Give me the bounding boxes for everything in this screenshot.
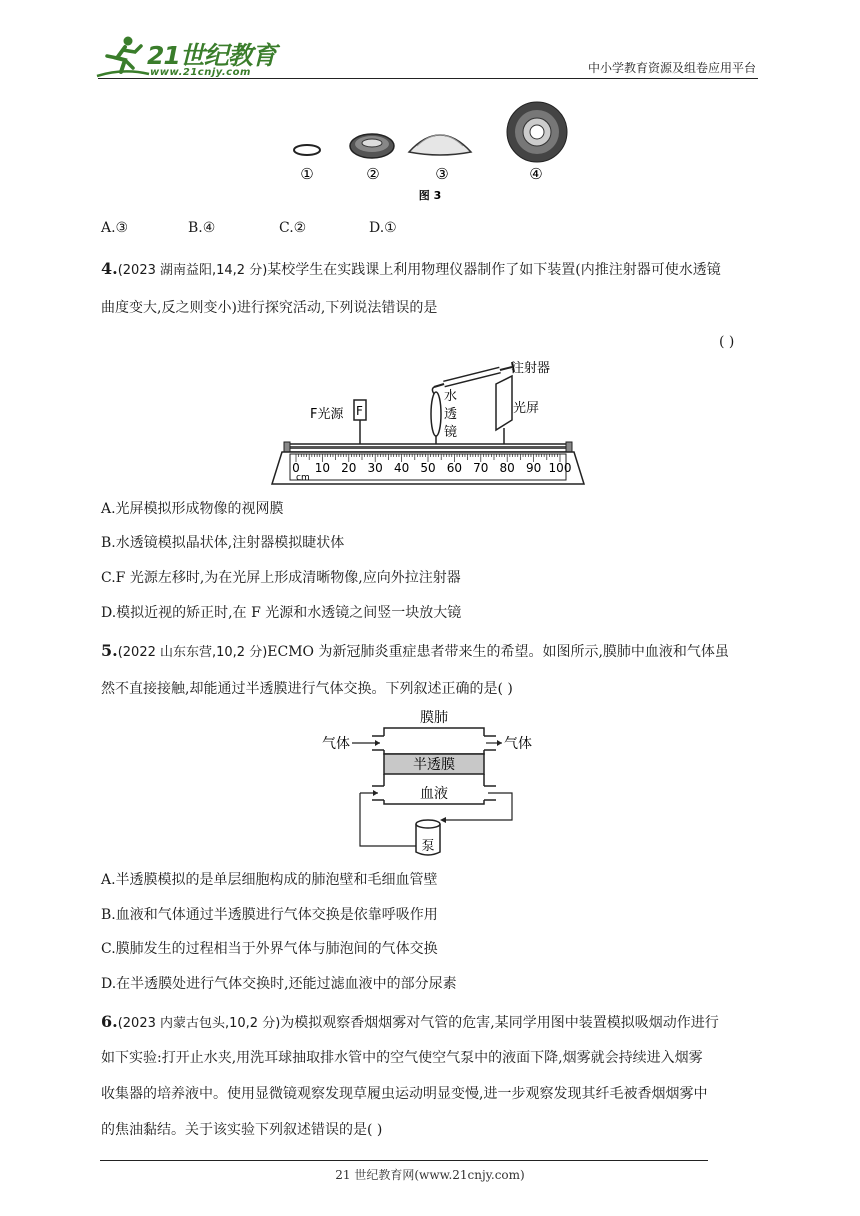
q5-number: 5. <box>101 641 118 660</box>
q4-optical-bench-figure <box>268 356 588 486</box>
q4-source: (2023 湖南益阳,14,2 分) <box>117 263 268 278</box>
q5-stem-line1 <box>101 641 729 663</box>
q5-source: (2022 山东东营,10,2 分) <box>117 645 268 660</box>
ring-item-1 <box>294 145 320 155</box>
q6-source: (2023 内蒙古包头,10,2 分) <box>117 1016 281 1031</box>
disc-item-4 <box>507 102 567 162</box>
q5-ecmo-figure <box>320 706 540 862</box>
q4-answer-bracket: ( ) <box>719 334 735 350</box>
q4-stem-line1 <box>101 259 721 281</box>
q3-option-a: A.③ <box>101 220 129 236</box>
q5-option-b: B.血液和气体通过半透膜进行气体交换是依靠呼吸作用 <box>101 907 438 923</box>
pump-label: 泵 <box>421 839 435 854</box>
logo-url: www.21cnjy.com <box>150 67 251 78</box>
gas-out-label: 气体 <box>504 736 532 752</box>
q5-option-d: D.在半透膜处进行气体交换时,还能过滤血液中的部分尿素 <box>101 976 457 992</box>
ruler-tick-label: 30 <box>367 461 383 475</box>
water-lens-label-1: 水 <box>444 389 458 404</box>
q4-option-d: D.模拟近视的矫正时,在 F 光源和水透镜之间竖一块放大镜 <box>101 605 462 621</box>
fig3-label-1: ① <box>300 165 314 183</box>
fig3-label-4: ④ <box>529 165 543 183</box>
light-screen <box>496 376 512 446</box>
logo-text: 21世纪教育 <box>147 41 276 70</box>
q6-stem-line3: 收集器的培养液中。使用显微镜观察发现草履虫运动明显变慢,进一步观察发现其纤毛被香烟烟雾中 <box>101 1086 708 1102</box>
ruler-tick-label: 60 <box>446 461 463 475</box>
figure-3 <box>285 98 585 208</box>
ruler-tick-label: 80 <box>499 461 515 475</box>
q6-number: 6. <box>101 1012 118 1031</box>
q3-option-d: D.① <box>369 220 397 236</box>
blood-label: 血液 <box>420 786 448 802</box>
q6-stem-line1 <box>101 1012 719 1034</box>
header-divider <box>98 78 758 79</box>
footer-divider <box>100 1160 708 1161</box>
membrane-lung-label: 膜肺 <box>420 710 448 726</box>
q3-option-b: B.④ <box>188 220 216 236</box>
q5-option-c: C.膜肺发生的过程相当于外界气体与肺泡间的气体交换 <box>101 941 438 957</box>
ruler-tick-label: 50 <box>420 461 436 475</box>
water-lens-label-2: 透 <box>444 407 458 422</box>
q6-stem-line4: 的焦油黏结。关于该实验下列叙述错误的是( ) <box>101 1122 383 1138</box>
runner-logo-icon <box>95 34 151 80</box>
f-letter: F <box>356 404 363 418</box>
q4-option-b: B.水透镜模拟晶状体,注射器模拟睫状体 <box>101 535 345 551</box>
footer-text: 21 世纪教育网(www.21cnjy.com) <box>335 1168 525 1182</box>
q5-stem-line2: 然不直接接触,却能通过半透膜进行气体交换。下列叙述正确的是( ) <box>101 681 513 697</box>
ruler-tick-label: 90 <box>525 461 542 475</box>
water-lens <box>431 387 441 446</box>
q4-text1: 某校学生在实践课上利用物理仪器制作了如下装置(内推注射器可使水透镜 <box>267 262 721 278</box>
screen-label: 光屏 <box>513 401 540 416</box>
membrane-label: 半透膜 <box>413 757 455 773</box>
fig3-label-2: ② <box>366 165 380 183</box>
ruler-tick-label: 40 <box>393 461 410 475</box>
q6-text1: 为模拟观察香烟烟雾对气管的危害,某同学用图中装置模拟吸烟动作进行 <box>280 1015 719 1031</box>
ruler-unit: cm <box>296 473 310 483</box>
fig3-caption: 图 3 <box>418 189 442 202</box>
fig3-label-3: ③ <box>435 165 449 183</box>
q3-option-c: C.② <box>279 220 307 236</box>
f-source-label: F光源 <box>310 407 344 422</box>
q5-text1: ECMO 为新冠肺炎重症患者带来生的希望。如图所示,膜肺中血液和气体虽 <box>267 644 729 660</box>
ruler-tick-label: 100 <box>548 461 572 475</box>
q4-number: 4. <box>101 259 118 278</box>
gas-in-label: 气体 <box>322 736 350 752</box>
syringe-label: 注射器 <box>511 361 551 376</box>
ruler-tick-label: 10 <box>314 461 331 475</box>
q6-stem-line2: 如下实验:打开止水夹,用洗耳球抽取排水管中的空气使空气泵中的液面下降,烟雾就会持续进入烟雾 <box>101 1050 703 1066</box>
q4-stem-line2: 曲度变大,反之则变小)进行探究活动,下列说法错误的是 <box>101 300 438 316</box>
q4-option-a: A.光屏模拟形成物像的视网膜 <box>101 501 284 517</box>
ring-item-2 <box>350 134 394 158</box>
q5-option-a: A.半透膜模拟的是单层细胞构成的肺泡壁和毛细血管壁 <box>101 872 438 888</box>
platform-name: 中小学教育资源及组卷应用平台 <box>587 61 756 75</box>
ruler-tick-label: 70 <box>473 461 489 475</box>
dome-item-3 <box>409 135 471 155</box>
ruler-tick-label: 20 <box>341 461 357 475</box>
ruler-tick-label: 0 <box>292 461 300 475</box>
q4-option-c: C.F 光源左移时,为在光屏上形成清晰物像,应向外拉注射器 <box>101 570 461 586</box>
water-lens-label-3: 镜 <box>444 425 458 440</box>
